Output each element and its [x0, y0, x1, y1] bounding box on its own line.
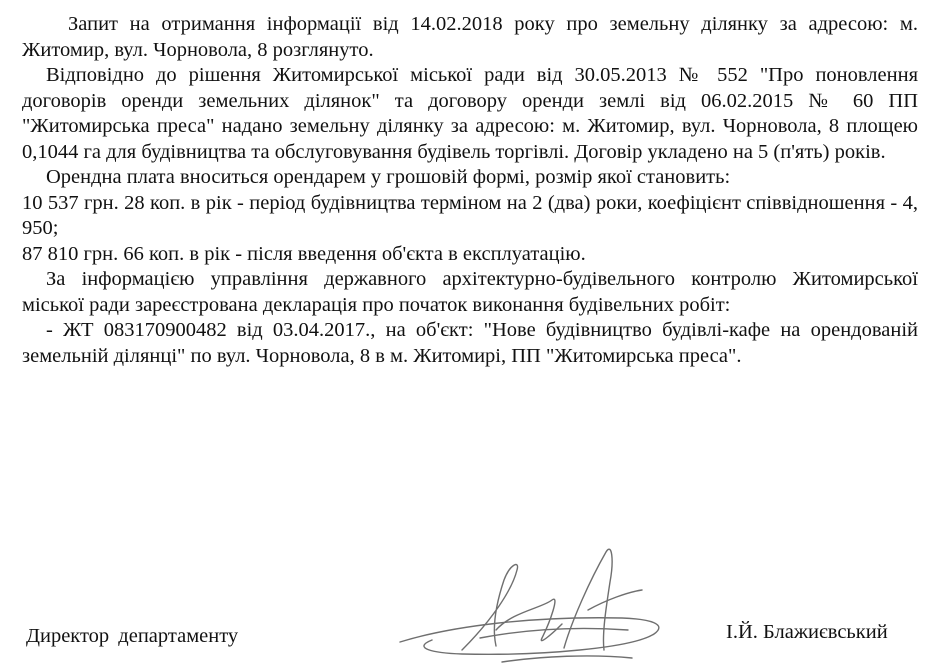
signer-position: Директор департаменту	[26, 625, 239, 647]
handwritten-signature	[392, 530, 692, 670]
paragraph-rent-construction: 10 537 грн. 28 коп. в рік - період будівництва терміном на 2 (два) роки, коефіцієнт співвідношення - 4, 950;	[22, 191, 918, 239]
signature-block	[0, 520, 940, 670]
paragraph-decision: Відповідно до рішення Житомирської міської ради від 30.05.2013 № 552 "Про поновлення договорів оренди земельних ділянок" та договору оренди землі від 06.02.2015 № 60 ПП "Житомирська преса" надано земельну ділянку за адресою: м. Житомир, вул. Чорновола, 8 площею 0,1044 га для будівництва та обслуговування будівель торгівлі. Договір укладено на 5 (п'ять) років.	[22, 64, 918, 163]
paragraph-request: Запит на отримання інформації від 14.02.2018 року про земельну ділянку за адресою: м. Житомир, вул. Чорновола, 8 розглянуто.	[22, 13, 918, 61]
paragraph-rent: Орендна плата вноситься орендарем у грошовій формі, розмір якої становить:	[46, 166, 731, 188]
document-body	[22, 12, 918, 369]
paragraph-declaration: - ЖТ 083170900482 від 03.04.2017., на об'єкт: "Нове будівництво будівлі-кафе на орендованій земельній ділянці" по вул. Чорновола, 8 в м. Житомирі, ПП "Житомирська преса".	[22, 319, 918, 367]
signer-name: І.Й. Блажиєвський	[726, 621, 888, 643]
paragraph-rent-operation: 87 810 грн. 66 коп. в рік - після введення об'єкта в експлуатацію.	[22, 242, 586, 265]
paragraph-control-info: За інформацією управління державного архітектурно-будівельного контролю Житомирської міської ради зареєстрована декларація про початок виконання будівельних робіт:	[22, 268, 918, 316]
